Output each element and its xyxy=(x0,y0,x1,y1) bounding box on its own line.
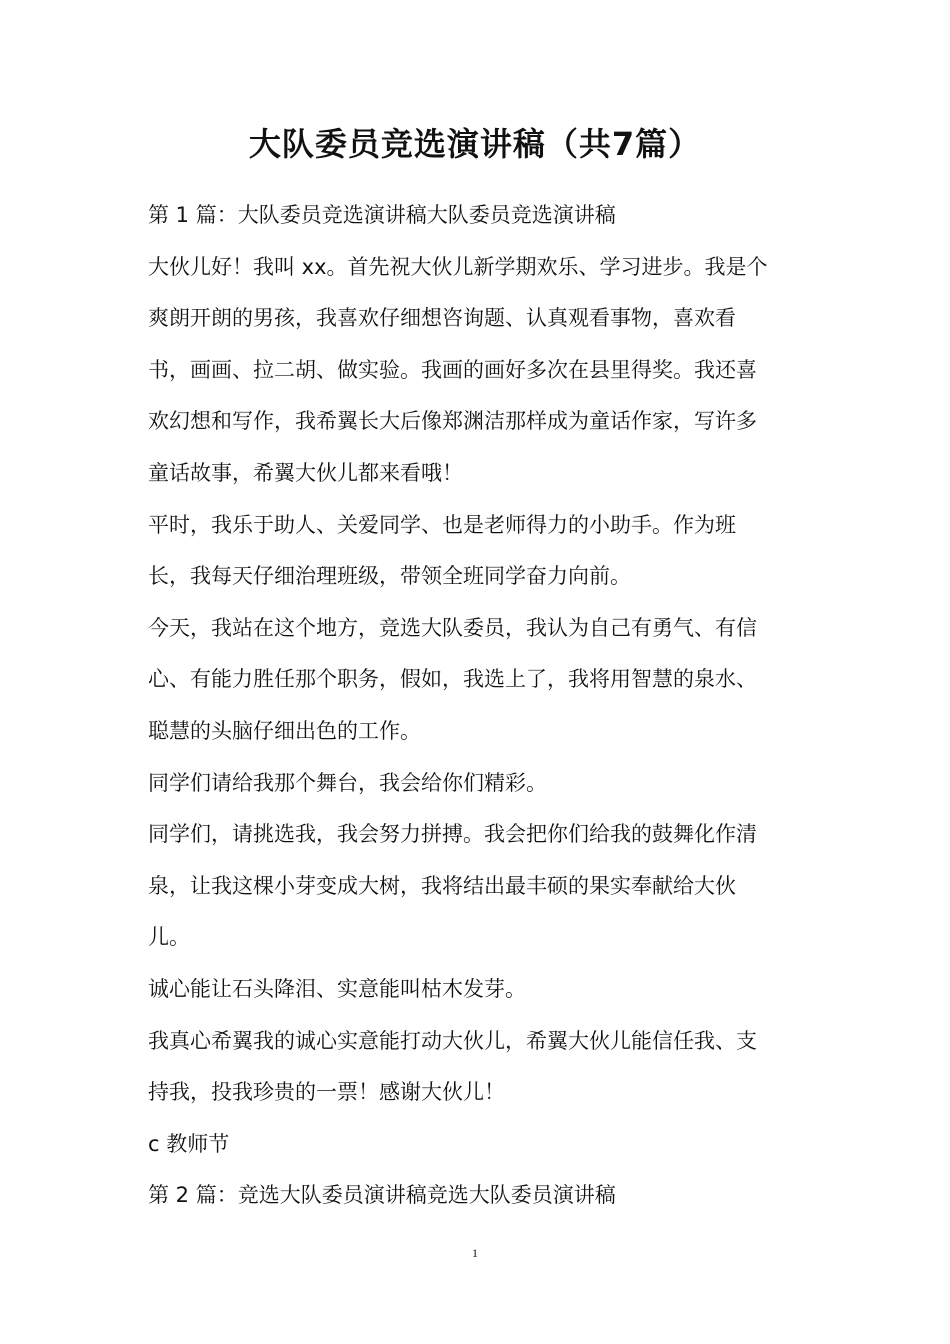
section-heading-2: 第 2 篇：竞选大队委员演讲稿竞选大队委员演讲稿 xyxy=(148,1183,616,1208)
paragraph-line: 心、有能力胜任那个职务，假如，我选上了，我将用智慧的泉水、 xyxy=(148,667,757,692)
paragraph-line: 平时，我乐于助人、关爱同学、也是老师得力的小助手。作为班 xyxy=(148,512,736,537)
page-number: 1 xyxy=(472,1246,478,1260)
paragraph-line: 童话故事，希翼大伙儿都来看哦！ xyxy=(148,460,463,485)
paragraph-line: 大伙儿好！我叫 xx。首先祝大伙儿新学期欢乐、学习进步。我是个 xyxy=(148,254,768,279)
paragraph-line: 同学们请给我那个舞台，我会给你们精彩。 xyxy=(148,770,547,795)
paragraph-line: 长，我每天仔细治理班级，带领全班同学奋力向前。 xyxy=(148,564,631,589)
document-body xyxy=(148,190,808,1222)
paragraph-line: 泉，让我这棵小芽变成大树，我将结出最丰硕的果实奉献给大伙 xyxy=(148,873,736,898)
paragraph-line: 持我，投我珍贵的一票！感谢大伙儿！ xyxy=(148,1080,505,1105)
paragraph-line: 诚心能让石头降泪、实意能叫枯木发芽。 xyxy=(148,976,526,1001)
paragraph-line: 书，画画、拉二胡、做实验。我画的画好多次在县里得奖。我还喜 xyxy=(148,357,757,382)
paragraph-line: 聪慧的头脑仔细出色的工作。 xyxy=(148,718,421,743)
paragraph-line: 爽朗开朗的男孩，我喜欢仔细想咨询题、认真观看事物，喜欢看 xyxy=(148,306,736,331)
paragraph-line: 儿。 xyxy=(148,925,190,950)
paragraph-line: 同学们，请挑选我，我会努力拼搏。我会把你们给我的鼓舞化作清 xyxy=(148,822,757,847)
document-title: 大队委员竞选演讲稿（共7篇） xyxy=(248,125,702,163)
paragraph-line: c 教师节 xyxy=(148,1131,230,1156)
paragraph-line: 今天，我站在这个地方，竞选大队委员，我认为自己有勇气、有信 xyxy=(148,615,757,640)
paragraph-line: 我真心希翼我的诚心实意能打动大伙儿，希翼大伙儿能信任我、支 xyxy=(148,1028,757,1053)
section-heading-1: 第 1 篇：大队委员竞选演讲稿大队委员竞选演讲稿 xyxy=(148,203,616,227)
paragraph-line: 欢幻想和写作，我希翼长大后像郑渊洁那样成为童话作家，写许多 xyxy=(148,409,757,434)
